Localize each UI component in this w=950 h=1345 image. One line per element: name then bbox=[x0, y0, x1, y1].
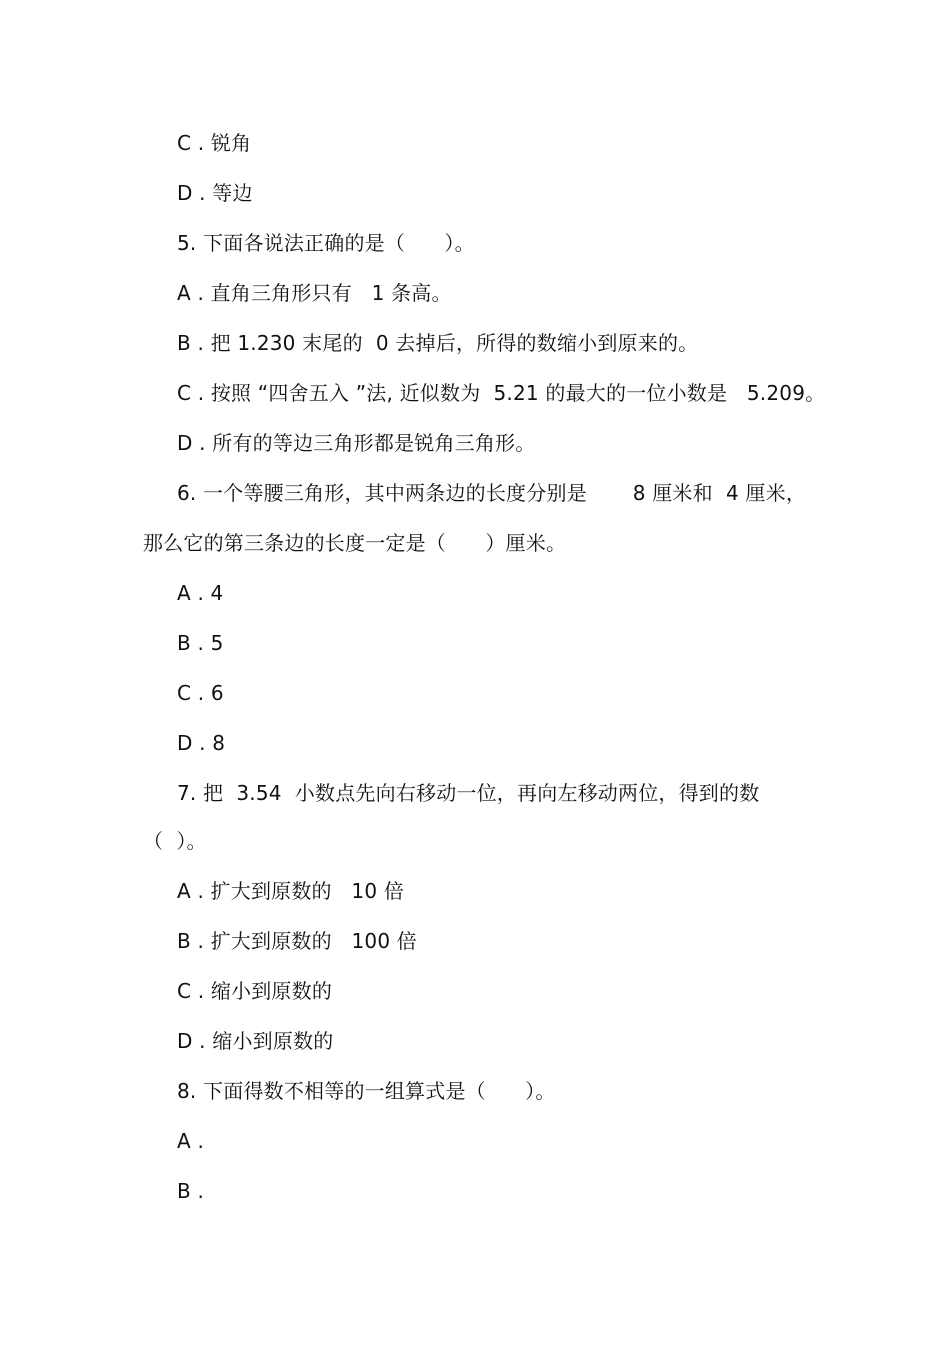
q6-stem-continued: 那么它的第三条边的长度一定是（ ）厘米。 bbox=[143, 531, 567, 555]
q7-option-b: B . 扩大到原数的 100 倍 bbox=[177, 929, 417, 953]
q6-option-a: A . 4 bbox=[177, 581, 224, 605]
q7-option-a: A . 扩大到原数的 10 倍 bbox=[177, 879, 405, 903]
q7-option-d: D . 缩小到原数的 bbox=[177, 1029, 334, 1053]
q7-stem: 7. 把 3.54 小数点先向右移动一位，再向左移动两位，得到的数 bbox=[177, 781, 760, 805]
q5-option-b: B . 把 1.230 末尾的 0 去掉后，所得的数缩小到原来的。 bbox=[177, 331, 699, 355]
q5-option-c: C . 按照 “四舍五入 ”法, 近似数为 5.21 的最大的一位小数是 5.209。 bbox=[177, 381, 826, 405]
q8-stem: 8. 下面得数不相等的一组算式是（ ）。 bbox=[177, 1079, 556, 1103]
q5-stem: 5. 下面各说法正确的是（ ）。 bbox=[177, 231, 475, 255]
q8-option-a: A . bbox=[177, 1129, 204, 1153]
q6-stem: 6. 一个等腰三角形，其中两条边的长度分别是 8 厘米和 4 厘米， bbox=[177, 481, 807, 505]
q5-option-a: A . 直角三角形只有 1 条高。 bbox=[177, 281, 452, 305]
q6-option-b: B . 5 bbox=[177, 631, 224, 655]
q6-option-c: C . 6 bbox=[177, 681, 224, 705]
q7-stem-continued: （ ）。 bbox=[143, 829, 207, 853]
q4-option-c: C . 锐角 bbox=[177, 131, 252, 155]
q8-option-b: B . bbox=[177, 1179, 205, 1203]
q6-option-d: D . 8 bbox=[177, 731, 226, 755]
q7-option-c: C . 缩小到原数的 bbox=[177, 979, 333, 1003]
q5-option-d: D . 所有的等边三角形都是锐角三角形。 bbox=[177, 431, 536, 455]
q4-option-d: D . 等边 bbox=[177, 181, 253, 205]
